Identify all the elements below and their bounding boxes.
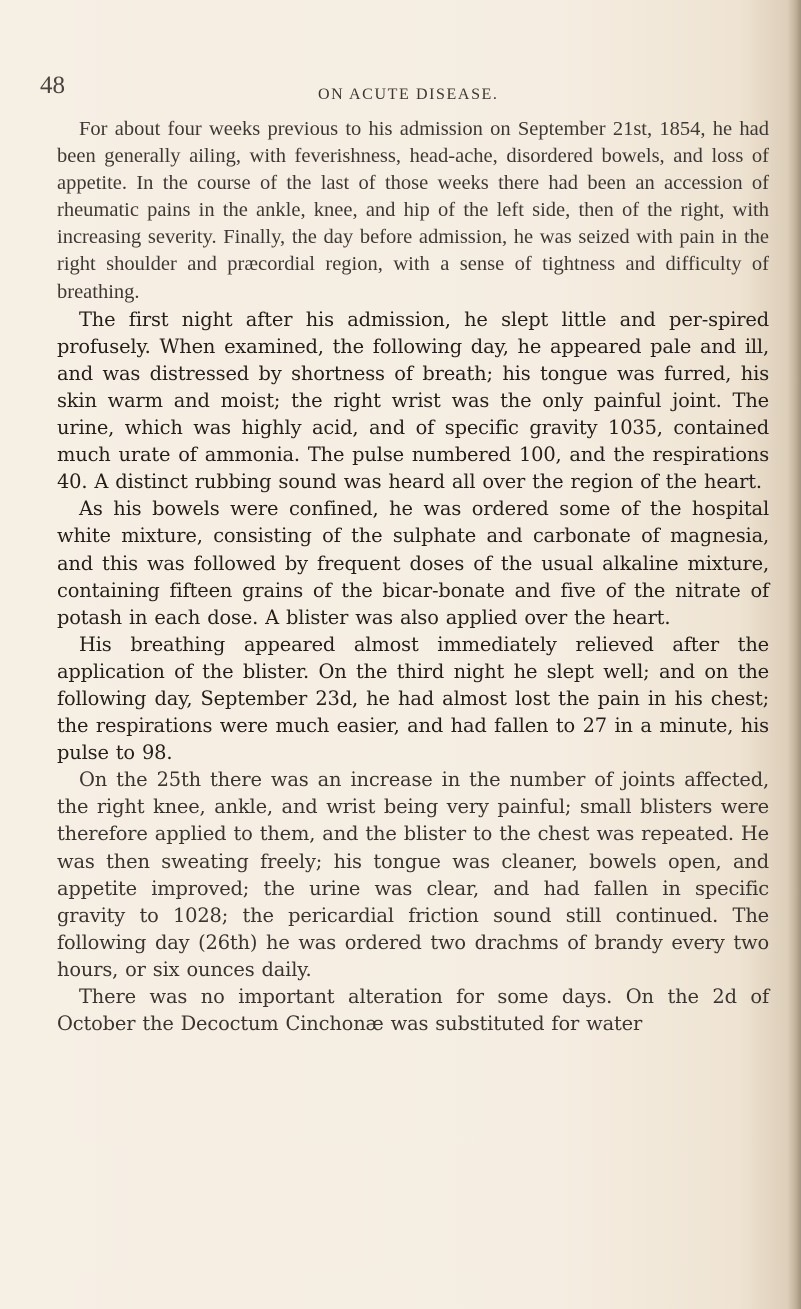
paragraph-relief: His breathing appeared almost immediately relieved after the application of the blister. On the third night he slept well; and on the following day, September 23d, he had almost lost the pain in his chest; the respirations were much easier, and had fallen to 27 in a minute, his pulse to 98. [57, 632, 769, 765]
running-head [0, 72, 801, 106]
paragraph-history: For about four weeks previous to his admission on September 21st, 1854, he had been generally ailing, with feverishness, head-ache, disordered bowels, and loss of appetite. In the course of the last of those weeks there had been an accession of rheumatic pains in the ankle, knee, and hip of the left side, then of the right, with increasing severity. Finally, the day before admission, he was seized with pain in the right shoulder and præcordial region, with a sense of tightness and difficulty of breathing. [57, 118, 769, 303]
page-binding-shadow [787, 0, 801, 1309]
paragraph-25th: On the 25th there was an increase in the number of joints affected, the right knee, ankle, and wrist being very painful; small blisters were therefore applied to them, and the blister to the chest was repeated. He was then sweating freely; his tongue was cleaner, bowels open, and appetite improved; the urine was clear, and had fallen in specific gravity to 1028; the pericardial friction sound still continued. The following day (26th) he was ordered two drachms of brandy every two hours, or six ounces daily. [57, 768, 769, 981]
page-number: 48 [40, 72, 65, 99]
paragraph-examination: The first night after his admission, he slept little and per-spired profusely. When examined, the following day, he appeared pale and ill, and was distressed by shortness of breath; his tongue was furred, his skin warm and moist; the right wrist was the only painful joint. The urine, which was highly acid, and of specific gravity 1035, contained much urate of ammonia. The pulse numbered 100, and the respirations 40. A distinct rubbing sound was heard all over the region of the heart. [57, 307, 769, 494]
paragraph-treatment: As his bowels were confined, he was ordered some of the hospital white mixture, consisting of the sulphate and carbonate of magnesia, and this was followed by frequent doses of the usual alkaline mixture, containing fifteen grains of the bicar-bonate and five of the nitrate of potash in each dose. A blister was also applied over the heart. [57, 497, 769, 629]
running-title: ON ACUTE DISEASE. [318, 86, 499, 103]
paragraph-october: There was no important alteration for some days. On the 2d of October the Decoctum Cinchonæ was substituted for water [57, 985, 769, 1036]
body-text [57, 116, 769, 1037]
